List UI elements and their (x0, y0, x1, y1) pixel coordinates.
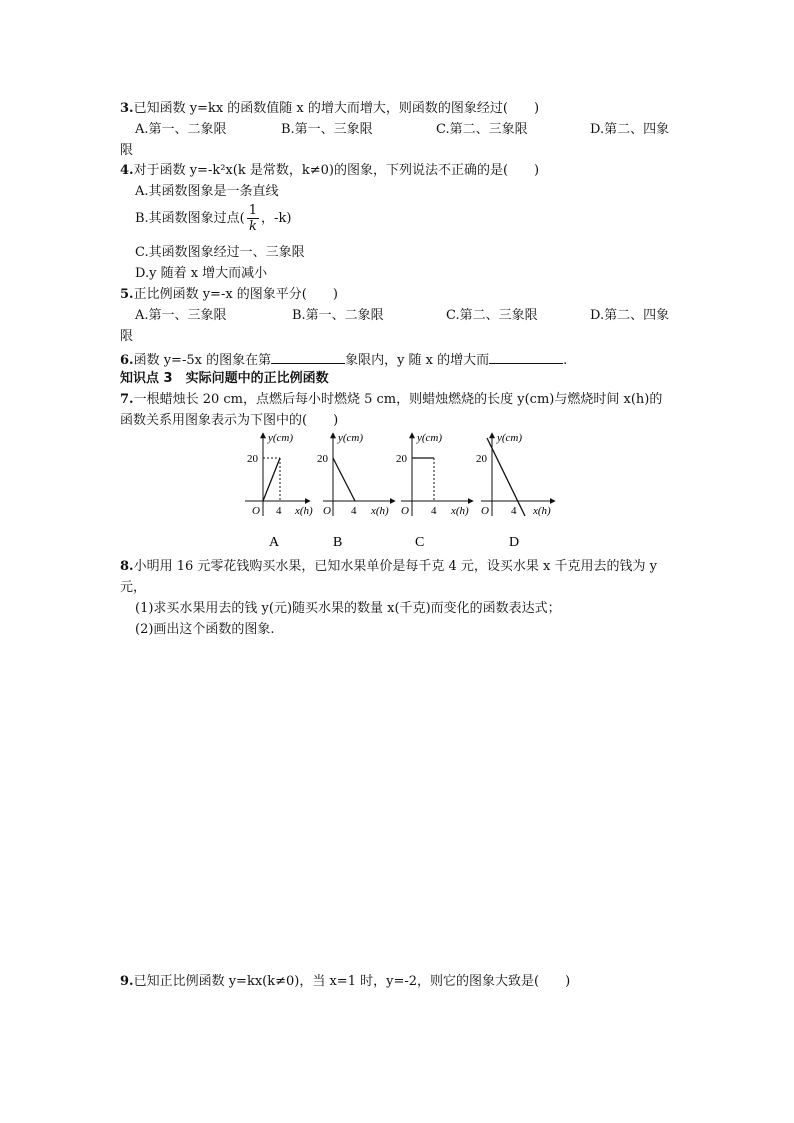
section-heading: 知识点 3 实际问题中的正比例函数 (120, 371, 329, 386)
q3-number: 3. (120, 101, 134, 116)
fraction-numerator: 1 (248, 203, 258, 218)
q4-option-a: A.其函数图象是一条直线 (135, 184, 279, 199)
q7-line-2: 函数关系用图象表示为下图中的( ) (120, 413, 339, 428)
fraction-1-over-k (247, 203, 259, 234)
q8-line-2: 元， (120, 580, 147, 595)
q9-stem (120, 973, 570, 991)
q4-option-b-suffix: ，-k) (261, 211, 292, 226)
x-axis-label: x(h) (451, 505, 469, 517)
y-tick-20: 20 (317, 453, 328, 465)
graph-line (333, 458, 355, 501)
q3-option-d: D.第二、四象 (590, 122, 670, 137)
q3-option-d-wrap: 限 (120, 143, 134, 158)
x-axis-label: x(h) (371, 505, 389, 517)
q3-option-c: C.第二、三象限 (436, 122, 528, 137)
q7-graphs (235, 428, 570, 553)
q5-option-a: A.第一、三象限 (135, 308, 227, 323)
graph-line (263, 458, 280, 501)
x-tick-4: 4 (511, 505, 517, 517)
q5-option-b: B.第一、二象限 (292, 308, 384, 323)
fraction-denominator: k (248, 219, 257, 234)
x-tick-4: 4 (276, 505, 282, 517)
q7-graph-a (245, 432, 313, 550)
q3-option-b: B.第一、三象限 (281, 122, 373, 137)
x-axis-label: x(h) (533, 505, 551, 517)
q5-stem-text: 正比例函数 y=-x 的图象平分( ) (133, 287, 338, 302)
q7-line-1 (120, 391, 662, 409)
graph-label-a: A (269, 535, 280, 550)
y-tick-20: 20 (476, 453, 487, 465)
q8-line-1-text: 小明用 16 元零花钱购买水果，已知水果单价是每千克 4 元，设买水果 x 千克用去的钱为 y (133, 559, 657, 574)
q6-blank-2[interactable] (489, 349, 563, 364)
y-axis-label: y(cm) (268, 432, 294, 444)
q6-part-1: 函数 y=-5x 的图象在第 (133, 353, 272, 368)
graph-label-b: B (333, 535, 343, 550)
q8-sub-2: (2)画出这个函数的图象. (135, 622, 275, 637)
q5-stem (120, 286, 338, 304)
q9-stem-text: 已知正比例函数 y=kx(k≠0)，当 x=1 时，y=-2，则它的图象大致是( ) (133, 974, 571, 989)
q7-graph-c (396, 432, 473, 550)
q9-number: 9. (120, 974, 134, 989)
q5-option-d-wrap: 限 (120, 329, 134, 344)
q5-number: 5. (120, 287, 134, 302)
y-axis-label: y(cm) (497, 432, 523, 444)
q7-number: 7. (120, 392, 134, 407)
origin-label: O (401, 505, 409, 517)
x-tick-4: 4 (351, 505, 357, 517)
q8-line-1 (120, 558, 657, 576)
q4-option-b-prefix: B.其函数图象过点( (135, 211, 245, 226)
y-tick-20: 20 (247, 453, 258, 465)
y-axis-label: y(cm) (417, 432, 443, 444)
origin-label: O (481, 505, 489, 517)
q8-number: 8. (120, 559, 134, 574)
q3-option-a: A.第一、二象限 (135, 122, 227, 137)
q4-stem (120, 162, 539, 180)
q6-blank-1[interactable] (271, 349, 345, 364)
graph-label-c: C (415, 535, 425, 550)
q5-option-c: C.第二、三象限 (446, 308, 538, 323)
q4-stem-text: 对于函数 y=-k²x(k 是常数，k≠0)的图象，下列说法不正确的是( ) (133, 163, 540, 178)
q4-option-b (135, 203, 291, 235)
x-axis-label: x(h) (295, 505, 313, 517)
y-tick-20: 20 (396, 453, 407, 465)
q7-line-1-text: 一根蜡烛长 20 cm，点燃后每小时燃烧 5 cm，则蜡烛燃烧的长度 y(cm)与燃烧时间 x(h)的 (133, 392, 663, 407)
q6-number: 6. (120, 353, 134, 368)
q4-option-d: D.y 随着 x 增大而减小 (135, 266, 268, 281)
q3-stem-text: 已知函数 y=kx 的函数值随 x 的增大而增大，则函数的图象经过( ) (133, 101, 540, 116)
x-tick-4: 4 (431, 505, 437, 517)
q6-part-2: 象限内，y 随 x 的增大而 (345, 353, 490, 368)
origin-label: O (323, 505, 331, 517)
q5-option-d: D.第二、四象 (590, 308, 670, 323)
q4-number: 4. (120, 163, 134, 178)
graph-line (487, 438, 525, 516)
q7-graph-b (317, 432, 395, 550)
y-axis-label: y(cm) (338, 432, 364, 444)
origin-label: O (252, 505, 260, 517)
q6-part-3: . (563, 353, 568, 368)
q7-graph-d (476, 432, 555, 550)
q3-stem (120, 100, 539, 118)
graph-label-d: D (509, 535, 520, 550)
q6-stem (120, 349, 567, 370)
q4-option-c: C.其函数图象经过一、三象限 (135, 245, 305, 260)
q8-sub-1: (1)求买水果用去的钱 y(元)随买水果的数量 x(千克)而变化的函数表达式； (135, 601, 561, 616)
